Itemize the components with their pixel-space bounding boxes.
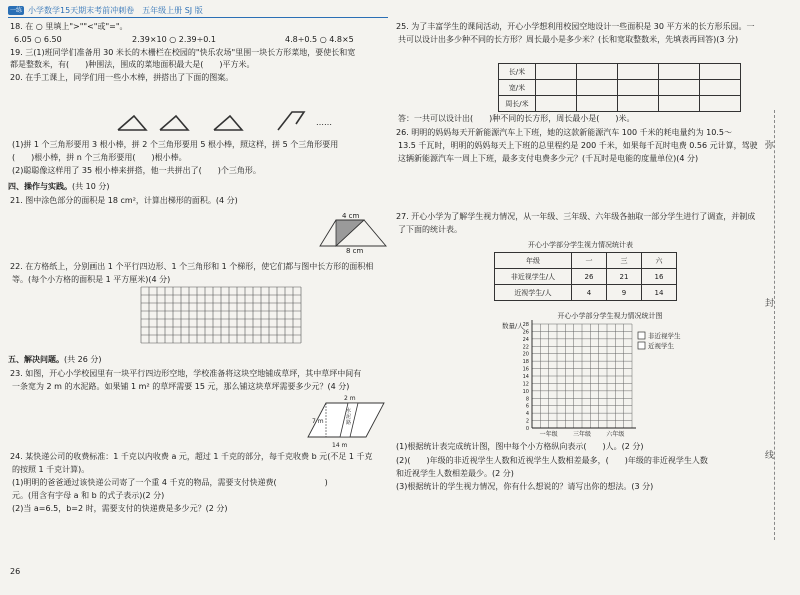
header-cell: 年级 bbox=[495, 253, 572, 269]
q20-line3: ( )根小棒，拼 n 个三角形要用( )根小棒。 bbox=[12, 153, 187, 162]
chart-title: 开心小学部分学生视力情况统计图 bbox=[557, 312, 663, 320]
answer-cell[interactable] bbox=[700, 96, 741, 112]
section-title: 五、解决问题。 bbox=[8, 355, 64, 364]
legend-swatch bbox=[638, 332, 645, 339]
y-tick-label: 26 bbox=[522, 329, 529, 336]
q27-sub2b: 和近视学生人数相差最少。(2 分) bbox=[396, 469, 514, 478]
y-axis-label: 数量/人 bbox=[502, 322, 524, 330]
row-label: 近视学生/人 bbox=[495, 285, 572, 301]
q23-line1: 23. 如图，开心小学校园里有一块平行四边形空地，学校准备将这块空地铺成草坪，其中草坪中间有 bbox=[10, 369, 362, 378]
table-cell: 21 bbox=[607, 269, 642, 285]
vision-table bbox=[494, 252, 677, 301]
q20-line2: (1)拼 1 个三角形要用 3 根小棒，拼 2 个三角形要用 5 根小棒，照这样，拼 5 个三角形要用 bbox=[12, 140, 339, 149]
table-cell: 26 bbox=[572, 269, 607, 285]
q27-line1: 27. 开心小学为了解学生视力情况，从一年级、三年级、六年级各抽取一部分学生进行了调查，并制成 bbox=[396, 212, 756, 221]
legend-entry: 近视学生 bbox=[648, 342, 674, 350]
header-cell: 一 bbox=[572, 253, 607, 269]
row-label: 非近视学生/人 bbox=[495, 269, 572, 285]
q19-line1: 19. 三(1)班同学们准备用 30 米长的木栅栏在校园的"快乐农场"里围一块长方形菜地，要使长和宽 bbox=[10, 48, 356, 57]
y-tick-label: 0 bbox=[525, 426, 529, 432]
answer-cell[interactable] bbox=[577, 96, 618, 112]
parallelogram-figure bbox=[304, 393, 386, 451]
y-tick-label: 14 bbox=[522, 374, 529, 380]
grid-paper[interactable] bbox=[140, 286, 302, 346]
q24-line3: (1)明明的爸爸通过该快递公司寄了一个重 4 千克的物品，需要支付快递费( ) bbox=[12, 478, 328, 487]
answer-cell[interactable] bbox=[659, 96, 700, 112]
section-title: 四、操作与实践。 bbox=[8, 182, 72, 191]
y-tick-label: 2 bbox=[525, 418, 529, 425]
q23-line2: 一条宽为 2 m 的水泥路。如果铺 1 m² 的草坪需要 15 元，那么铺这块草坪需要多少元？(4 分) bbox=[12, 382, 350, 391]
y-tick-label: 8 bbox=[525, 396, 529, 403]
road-label: 水泥路 bbox=[346, 408, 352, 426]
seal-char: 弥 bbox=[765, 141, 775, 151]
q26-line1: 26. 明明的妈妈每天开新能源汽车上下班，她的这款新能源汽车 100 千米的耗电量约为 10.5～ bbox=[396, 128, 732, 137]
section-score: (共 26 分) bbox=[64, 355, 102, 364]
answer-cell[interactable] bbox=[700, 80, 741, 96]
q24-line5: (2)当 a=6.5，b=2 时，需要支付的快递费是多少元？(2 分) bbox=[12, 504, 228, 513]
answer-cell[interactable] bbox=[536, 80, 577, 96]
q24-line1: 24. 某快递公司的收费标准：1 千克以内收费 a 元，超过 1 千克的部分，每千克收费 b 元(不足 1 千克 bbox=[10, 452, 373, 461]
y-tick-label: 6 bbox=[525, 403, 529, 410]
answer-cell[interactable] bbox=[618, 64, 659, 80]
y-tick-label: 22 bbox=[522, 344, 529, 351]
row-header: 宽/米 bbox=[499, 80, 536, 96]
q18-item: 4.8÷0.5 ○ 4.8×5 bbox=[285, 35, 354, 44]
table-cell: 9 bbox=[607, 285, 642, 301]
answer-cell[interactable] bbox=[577, 64, 618, 80]
answer-cell[interactable] bbox=[659, 80, 700, 96]
answer-cell[interactable] bbox=[659, 64, 700, 80]
table-row bbox=[499, 96, 741, 112]
seal-char: 线 bbox=[765, 451, 775, 461]
answer-cell[interactable] bbox=[577, 80, 618, 96]
table-row bbox=[499, 80, 741, 96]
y-tick-label: 20 bbox=[522, 351, 529, 358]
figure-ellipsis: …… bbox=[316, 118, 332, 127]
q26-line2: 13.5 千瓦时，明明的妈妈每天上下班的总里程约是 200 千米，如果每千瓦时电费 0.56 元计算，驾驶 bbox=[398, 141, 758, 150]
q27-sub3: (3)根据统计的学生视力情况，你有什么想说的？请写出你的想法。(3 分) bbox=[396, 482, 654, 491]
q25-table bbox=[498, 63, 741, 112]
row-header: 周长/米 bbox=[499, 96, 536, 112]
table-cell: 14 bbox=[642, 285, 677, 301]
q27-sub2a: (2)( )年级的非近视学生人数和近视学生人数相差最多，( )年级的非近视学生人数 bbox=[396, 456, 708, 465]
y-tick-label: 18 bbox=[522, 359, 529, 366]
q18-item: 6.05 ○ 6.50 bbox=[14, 35, 62, 44]
y-tick-label: 24 bbox=[522, 336, 529, 343]
section-4-heading bbox=[8, 182, 110, 192]
q18-item: 2.39×10 ○ 2.39÷0.1 bbox=[132, 35, 216, 44]
header-cell: 六 bbox=[642, 253, 677, 269]
q21-bottom-label: 8 cm bbox=[346, 247, 364, 255]
x-tick-label: 六年级 bbox=[606, 431, 625, 438]
legend-swatch bbox=[638, 342, 645, 349]
y-tick-label: 28 bbox=[522, 322, 529, 328]
table-title: 开心小学部分学生视力情况统计表 bbox=[528, 241, 633, 249]
y-tick-label: 4 bbox=[525, 411, 529, 418]
q27-sub1: (1)根据统计表完成统计图，图中每个小方格纵向表示( )人。(2 分) bbox=[396, 442, 644, 451]
y-tick-label: 16 bbox=[522, 366, 529, 373]
answer-cell[interactable] bbox=[618, 96, 659, 112]
q21-top-label: 4 cm bbox=[342, 212, 360, 220]
q26-line3: 这辆新能源汽车一周上下班，最多支付电费多少元？(千瓦时是电能的度量单位)(4 分) bbox=[398, 154, 699, 163]
seal-char: 封 bbox=[765, 299, 775, 309]
q21-text: 21. 图中涂色部分的面积是 18 cm²，计算出梯形的面积。(4 分) bbox=[10, 196, 238, 205]
q25-line1: 25. 为了丰富学生的课间活动，开心小学想利用校园空地设计一些面积是 30 平方米的长方形乐园。一 bbox=[396, 22, 755, 31]
answer-cell[interactable] bbox=[618, 80, 659, 96]
seal-line bbox=[774, 110, 775, 540]
trapezoid-figure bbox=[318, 218, 388, 248]
q24-line2: 的按照 1 千克计算)。 bbox=[12, 465, 90, 474]
q18-text: 18. 在 ○ 里填上">""<"或"="。 bbox=[10, 22, 128, 31]
header-cell: 三 bbox=[607, 253, 642, 269]
q25-line2: 共可以设计出多少种不同的长方形？周长最小是多少米？(长和宽取整数米，先填表再回答)(3 分) bbox=[398, 35, 739, 44]
answer-cell[interactable] bbox=[536, 64, 577, 80]
table-row bbox=[495, 253, 677, 269]
q22-line2: 等。(每个小方格的面积是 1 平方厘米)(4 分) bbox=[12, 275, 171, 284]
table-row bbox=[495, 269, 677, 285]
table-row bbox=[499, 64, 741, 80]
x-tick-label: 一年级 bbox=[539, 431, 558, 438]
stick-triangles-figure bbox=[110, 86, 310, 136]
y-tick-label: 10 bbox=[522, 388, 529, 395]
series-badge: 一练 bbox=[9, 7, 22, 14]
y-tick-label: 12 bbox=[522, 381, 529, 388]
height-label: 7 m bbox=[312, 418, 324, 425]
q24-line4: 元。(用含有字母 a 和 b 的式子表示)(2 分) bbox=[12, 491, 165, 500]
legend-entry: 非近视学生 bbox=[648, 332, 681, 340]
q22-line1: 22. 在方格纸上，分别画出 1 个平行四边形、1 个三角形和 1 个梯形，使它们都与图中长方形的面积相 bbox=[10, 262, 374, 271]
answer-cell[interactable] bbox=[700, 64, 741, 80]
q20-line4: (2)聪聪像这样用了 35 根小棒来拼搭，他一共拼出了( )个三角形。 bbox=[12, 166, 261, 175]
section-5-heading bbox=[8, 355, 102, 365]
q27-line2: 了下面的统计表。 bbox=[398, 225, 462, 234]
row-header: 长/米 bbox=[499, 64, 536, 80]
q19-line2: 都是整数米，有( )种围法，围成的菜地面积最大是( )平方米。 bbox=[10, 60, 255, 69]
x-tick-label: 三年级 bbox=[572, 431, 592, 438]
header-title: 小学数学15天期末考前冲刺卷 五年级上册 SJ 版 bbox=[28, 6, 203, 15]
q20-line1: 20. 在手工课上，同学们用一些小木棒，拼搭出了下面的图案。 bbox=[10, 73, 234, 82]
table-cell: 4 bbox=[572, 285, 607, 301]
road-width-label: 2 m bbox=[344, 395, 356, 402]
answer-cell[interactable] bbox=[536, 96, 577, 112]
q25-answer: 答：一共可以设计出( )种不同的长方形，周长最小是( )米。 bbox=[398, 114, 635, 123]
base-label: 14 m bbox=[332, 442, 348, 449]
header-rule bbox=[8, 17, 388, 18]
table-row bbox=[495, 285, 677, 301]
section-score: (共 10 分) bbox=[72, 182, 110, 191]
page-number: 26 bbox=[10, 567, 21, 576]
table-cell: 16 bbox=[642, 269, 677, 285]
vision-bar-chart[interactable] bbox=[500, 310, 720, 438]
